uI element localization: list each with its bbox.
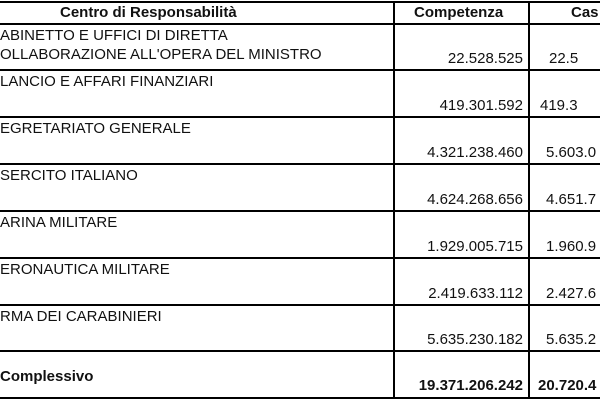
header-centro: Centro di Responsabilità [60,4,237,21]
total-competenza: 19.371.206.242 [418,377,523,394]
row-cassa: 22.5 [549,50,579,67]
row-competenza: 1.929.005.715 [427,238,523,255]
row-divider [0,116,600,118]
row-name: OLLABORAZIONE ALL'OPERA DEL MINISTRO [0,46,322,63]
row-name: ABINETTO E UFFICI DI DIRETTA [0,27,228,44]
row-cassa: 5.635.2 [546,331,597,348]
row-cassa: 4.651.7 [546,191,597,208]
column-divider [528,2,530,398]
table-border [0,1,600,3]
row-divider [0,23,600,25]
table-border [0,397,600,399]
row-name: ERONAUTICA MILITARE [0,261,170,278]
row-name: RMA DEI CARABINIERI [0,308,162,325]
row-divider [0,350,600,352]
header-competenza: Competenza [414,4,504,21]
row-cassa: 5.603.0 [546,144,597,161]
row-competenza: 2.419.633.112 [428,285,523,302]
row-competenza: 419.301.592 [439,97,523,114]
row-divider [0,163,600,165]
row-name: ARINA MILITARE [0,214,118,231]
row-cassa: 419.3 [540,97,578,114]
total-cassa: 20.720.4 [538,377,597,394]
row-competenza: 5.635.230.182 [427,331,523,348]
row-competenza: 22.528.525 [447,50,523,67]
row-cassa: 1.960.9 [546,238,597,255]
row-divider [0,304,600,306]
total-label: Complessivo [0,368,94,385]
row-cassa: 2.427.6 [546,285,597,302]
row-name: EGRETARIATO GENERALE [0,120,191,137]
row-name: SERCITO ITALIANO [0,167,138,184]
row-divider [0,210,600,212]
header-cassa: Cas [571,4,599,21]
row-divider [0,69,600,71]
row-competenza: 4.321.238.460 [427,144,523,161]
row-divider [0,257,600,259]
row-name: LANCIO E AFFARI FINANZIARI [0,73,214,90]
row-competenza: 4.624.268.656 [427,191,523,208]
